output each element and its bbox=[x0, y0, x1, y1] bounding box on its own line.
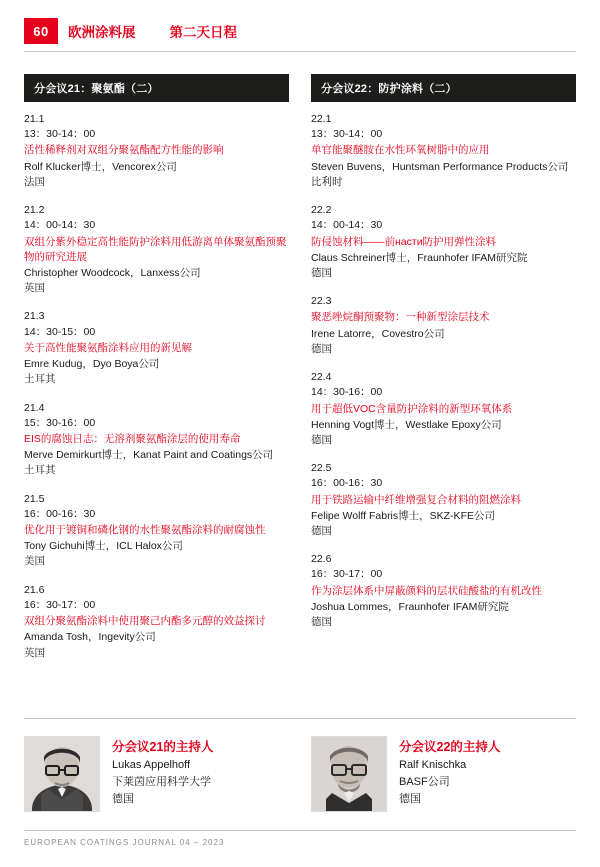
entry-speaker: Irene Latorre，Covestro公司 bbox=[311, 327, 445, 340]
entry-country: 美国 bbox=[24, 555, 45, 568]
entry-speaker: Henning Vogt博士，Westlake Epoxy公司 bbox=[311, 418, 502, 431]
entry-number: 22.6 bbox=[311, 553, 332, 566]
entry-country: 英国 bbox=[24, 646, 45, 659]
entry-time: 14：00-14：30 bbox=[311, 219, 383, 232]
entry-number: 21.6 bbox=[24, 583, 45, 596]
chair-name: Lukas Appelhoff bbox=[112, 758, 191, 771]
chair-name: Ralf Knischka bbox=[399, 758, 467, 771]
entry-speaker: Steven Buvens，Huntsman Performance Products公司 bbox=[311, 160, 569, 173]
session-entry bbox=[24, 309, 289, 387]
chair-section-divider bbox=[24, 718, 576, 719]
chair-portrait bbox=[24, 736, 100, 812]
entry-time: 15：30-16：00 bbox=[24, 416, 96, 429]
entry-number: 21.1 bbox=[24, 113, 45, 125]
entry-country: 土耳其 bbox=[24, 373, 56, 386]
session-entry bbox=[24, 203, 289, 296]
chair-role: 分会议21的主持人 bbox=[112, 740, 214, 754]
session-entry bbox=[24, 401, 289, 479]
header-subtitle: 第二天日程 bbox=[169, 25, 237, 40]
chair-info bbox=[399, 736, 500, 808]
entry-time: 14：30-15：00 bbox=[24, 325, 96, 338]
entry-country: 德国 bbox=[311, 266, 332, 279]
chair-card bbox=[24, 736, 289, 812]
entry-speaker: Joshua Lommes，Fraunhofer IFAM研究院 bbox=[311, 600, 509, 613]
header-title: 欧洲涂料展 bbox=[68, 25, 136, 40]
entry-speaker: Merve Demirkurt博士，Kanat Paint and Coatings公司 bbox=[24, 449, 274, 462]
entry-time: 14：30-16：00 bbox=[311, 386, 383, 399]
entry-speaker: Amanda Tosh，Ingevity公司 bbox=[24, 631, 156, 644]
entry-title: 活性稀释剂对双组分聚氨酯配方性能的影响 bbox=[24, 144, 224, 157]
chair-portrait bbox=[311, 736, 387, 812]
chair-section bbox=[24, 736, 576, 812]
entry-country: 土耳其 bbox=[24, 464, 56, 477]
entry-country: 德国 bbox=[311, 525, 332, 538]
entry-speaker: Felipe Wolff Fabris博士，SKZ-KFE公司 bbox=[311, 509, 495, 522]
entry-number: 21.3 bbox=[24, 310, 45, 323]
session-column-22 bbox=[311, 74, 576, 674]
entry-time: 16：00-16：30 bbox=[311, 477, 383, 490]
entry-title: 双组分紫外稳定高性能防护涂料用低游离单体聚氨酯预聚物的研究进展 bbox=[24, 235, 287, 263]
page-header bbox=[24, 18, 576, 44]
entry-title: 作为涂层体系中屏蔽颜料的层状硅酸盐的有机改性 bbox=[311, 584, 542, 597]
entry-time: 16：00-16：30 bbox=[24, 507, 96, 520]
entry-country: 德国 bbox=[311, 616, 332, 629]
entry-speaker: Claus Schreiner博士，Fraunhofer IFAM研究院 bbox=[311, 251, 528, 264]
footer-text: EUROPEAN COATINGS JOURNAL 04 – 2023 bbox=[24, 838, 225, 847]
entry-number: 22.4 bbox=[311, 371, 332, 384]
entry-speaker: Christopher Woodcock，Lanxess公司 bbox=[24, 266, 201, 279]
entry-time: 16：30-17：00 bbox=[24, 598, 96, 611]
session-entry bbox=[311, 461, 576, 539]
entry-time: 13：30-14：00 bbox=[311, 128, 383, 141]
entry-number: 22.1 bbox=[311, 113, 332, 125]
chair-org: BASF公司 bbox=[399, 775, 450, 788]
entry-title: 关于高性能聚氨酯涂料应用的新见解 bbox=[24, 341, 192, 354]
entry-country: 英国 bbox=[24, 282, 45, 295]
session-entry bbox=[311, 370, 576, 448]
chair-country: 德国 bbox=[399, 792, 421, 805]
entry-number: 22.3 bbox=[311, 295, 332, 308]
entry-speaker: Rolf Klucker博士，Vencorex公司 bbox=[24, 160, 177, 173]
entry-time: 14：00-14：30 bbox=[24, 219, 96, 232]
footer-divider bbox=[24, 830, 576, 831]
session-bar-22: 分会议22：防护涂料（二） bbox=[311, 74, 576, 102]
session-bar-21: 分会议21：聚氨酯（二） bbox=[24, 74, 289, 102]
entry-speaker: Tony Gichuhi博士，ICL Halox公司 bbox=[24, 540, 183, 553]
entry-country: 德国 bbox=[311, 342, 332, 355]
session-entry bbox=[24, 112, 289, 190]
entry-country: 法国 bbox=[24, 175, 45, 188]
entry-country: 德国 bbox=[311, 433, 332, 446]
entry-title: 防侵蚀材料——前насти防护用弹性涂料 bbox=[311, 235, 497, 248]
chair-country: 德国 bbox=[112, 792, 134, 805]
entry-title: 聚恶唑烷酮预聚物：一种新型涂层技术 bbox=[311, 311, 490, 324]
entry-title: 用于超低VOC含量防护涂料的新型环氧体系 bbox=[311, 402, 513, 415]
entry-time: 13：30-14：00 bbox=[24, 128, 96, 141]
page-number-badge: 60 bbox=[24, 18, 58, 44]
entry-speaker: Emre Kudug，Dyo Boya公司 bbox=[24, 358, 160, 371]
session-entry bbox=[311, 203, 576, 281]
entry-title: 单官能聚醚胺在水性环氧树脂中的应用 bbox=[311, 144, 490, 157]
session-entry bbox=[311, 112, 576, 190]
session-entries-21 bbox=[24, 112, 289, 661]
chair-role: 分会议22的主持人 bbox=[399, 740, 501, 754]
entry-time: 16：30-17：00 bbox=[311, 568, 383, 581]
document-page bbox=[0, 18, 600, 867]
chair-org: 下莱茵应用科学大学 bbox=[112, 775, 211, 788]
entry-title: 用于铁路运输中纤维增强复合材料的阻燃涂料 bbox=[311, 493, 521, 506]
session-column-21 bbox=[24, 74, 289, 674]
session-entry bbox=[311, 294, 576, 357]
session-entries-22 bbox=[311, 112, 576, 630]
session-entry bbox=[24, 492, 289, 570]
chair-info bbox=[112, 736, 213, 808]
entry-number: 21.4 bbox=[24, 401, 45, 414]
entry-title: 双组分聚氨酯涂料中使用聚己内酯多元醇的效益探讨 bbox=[24, 615, 266, 628]
entry-number: 21.5 bbox=[24, 492, 45, 505]
entry-country: 比利时 bbox=[311, 175, 343, 188]
entry-number: 22.5 bbox=[311, 462, 332, 475]
session-entry bbox=[311, 552, 576, 630]
entry-title: 优化用于镀铜和磷化钢的水性聚氨酯涂料的耐腐蚀性 bbox=[24, 524, 266, 537]
entry-number: 21.2 bbox=[24, 204, 45, 217]
header-divider bbox=[24, 51, 576, 52]
entry-title: EIS的腐蚀日志：无溶剂聚氨酯涂层的使用寿命 bbox=[24, 432, 241, 445]
entry-number: 22.2 bbox=[311, 204, 332, 217]
chair-card bbox=[311, 736, 576, 812]
session-entry bbox=[24, 583, 289, 661]
session-columns bbox=[24, 74, 576, 674]
